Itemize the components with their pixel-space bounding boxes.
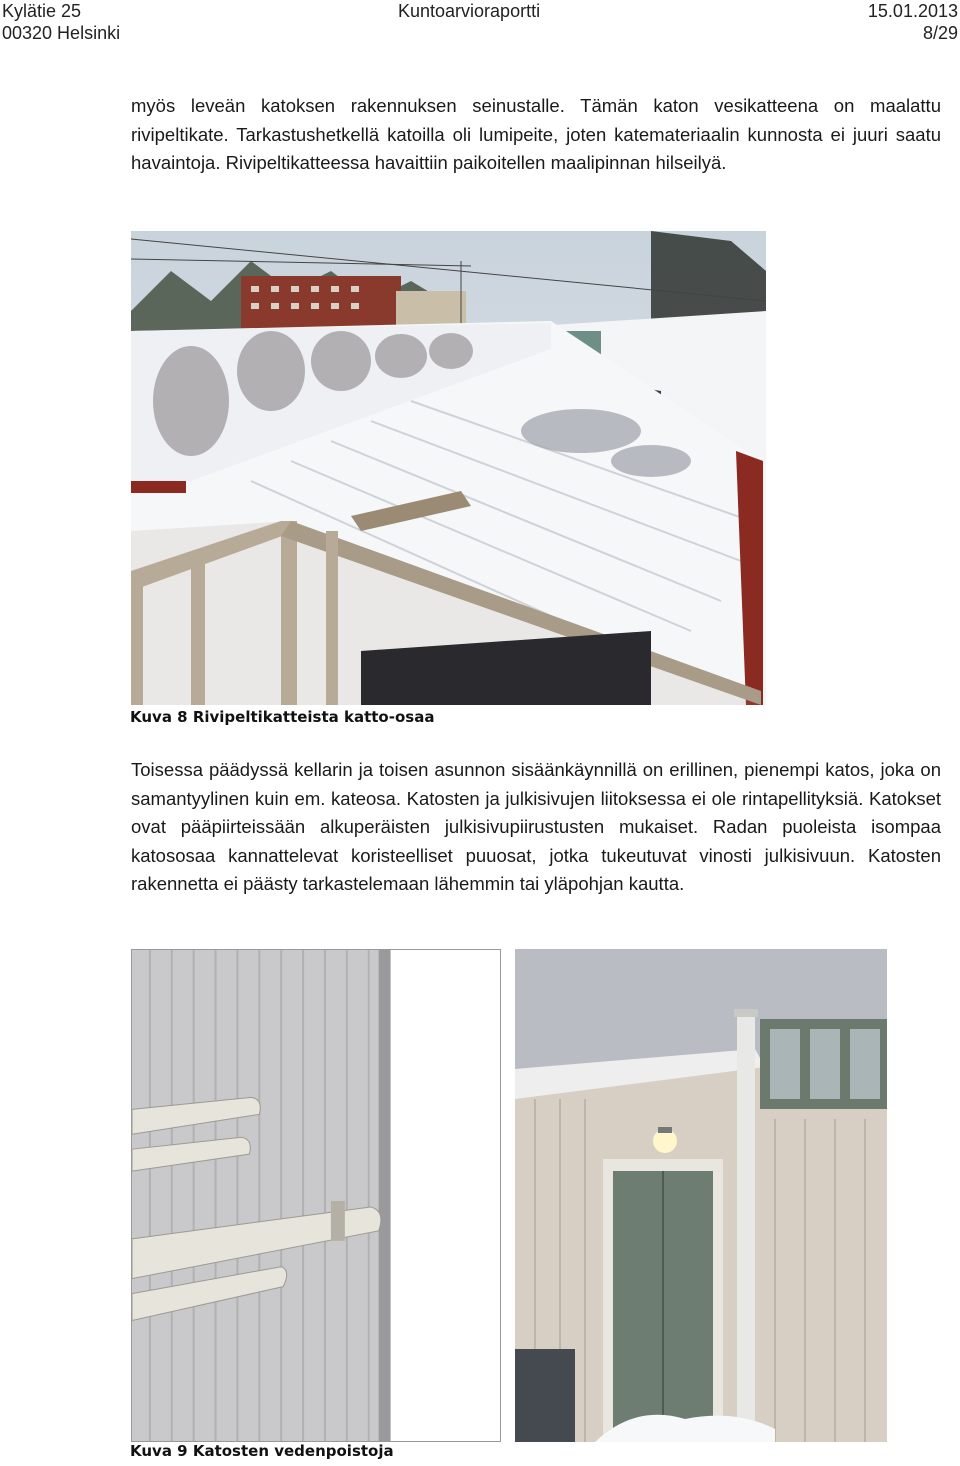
header-page-number: 8/29 bbox=[922, 23, 958, 43]
header-address-street: Kylätie 25 bbox=[2, 1, 82, 21]
second-paragraph-text: Toisessa päädyssä kellarin ja toisen asunnon sisäänkäynnillä on erillinen, pienempi katos, joka on samantyylinen kuin em. kateosa. Katosten ja julkisivujen liitoksessa ei ole rintapellityksiä. Katokset ovat pääpiirteissään alkuperäisten julkisivupiirustusten mukaiset. Radan puoleista isompaa katososaa kannattelevat koristeelliset puuosat, jotka tukeutuvat vinosti julkisivuun. Katosten rakennetta ei päästy tarkastelemaan lähemmin tai yläpohjan kautta. bbox=[131, 759, 941, 894]
figure-8-caption: Kuva 8 Rivipeltikatteista katto-osaa bbox=[130, 708, 435, 726]
entrance-downpipe-photo bbox=[515, 949, 887, 1442]
second-paragraph bbox=[131, 756, 941, 899]
header-address-city: 00320 Helsinki bbox=[2, 23, 121, 43]
roof-photo bbox=[131, 231, 766, 705]
figure-9-caption: Kuva 9 Katosten vedenpoistoja bbox=[130, 1442, 394, 1460]
canopy-bracket-photo bbox=[131, 949, 501, 1442]
intro-paragraph-text: myös leveän katoksen rakennuksen seinustalle. Tämän katon vesikatteena on maalattu rivipeltikate. Tarkastushetkellä katoilla oli lumipeite, joten katemateriaalin kunnosta ei juuri saatu havaintoja. Rivipeltikatteessa havaittiin paikoitellen maalipinnan hilseilyä. bbox=[131, 95, 941, 173]
header-date: 15.01.2013 bbox=[867, 1, 958, 21]
header-document-title: Kuntoarvioraportti bbox=[398, 1, 541, 21]
intro-paragraph bbox=[131, 92, 941, 178]
